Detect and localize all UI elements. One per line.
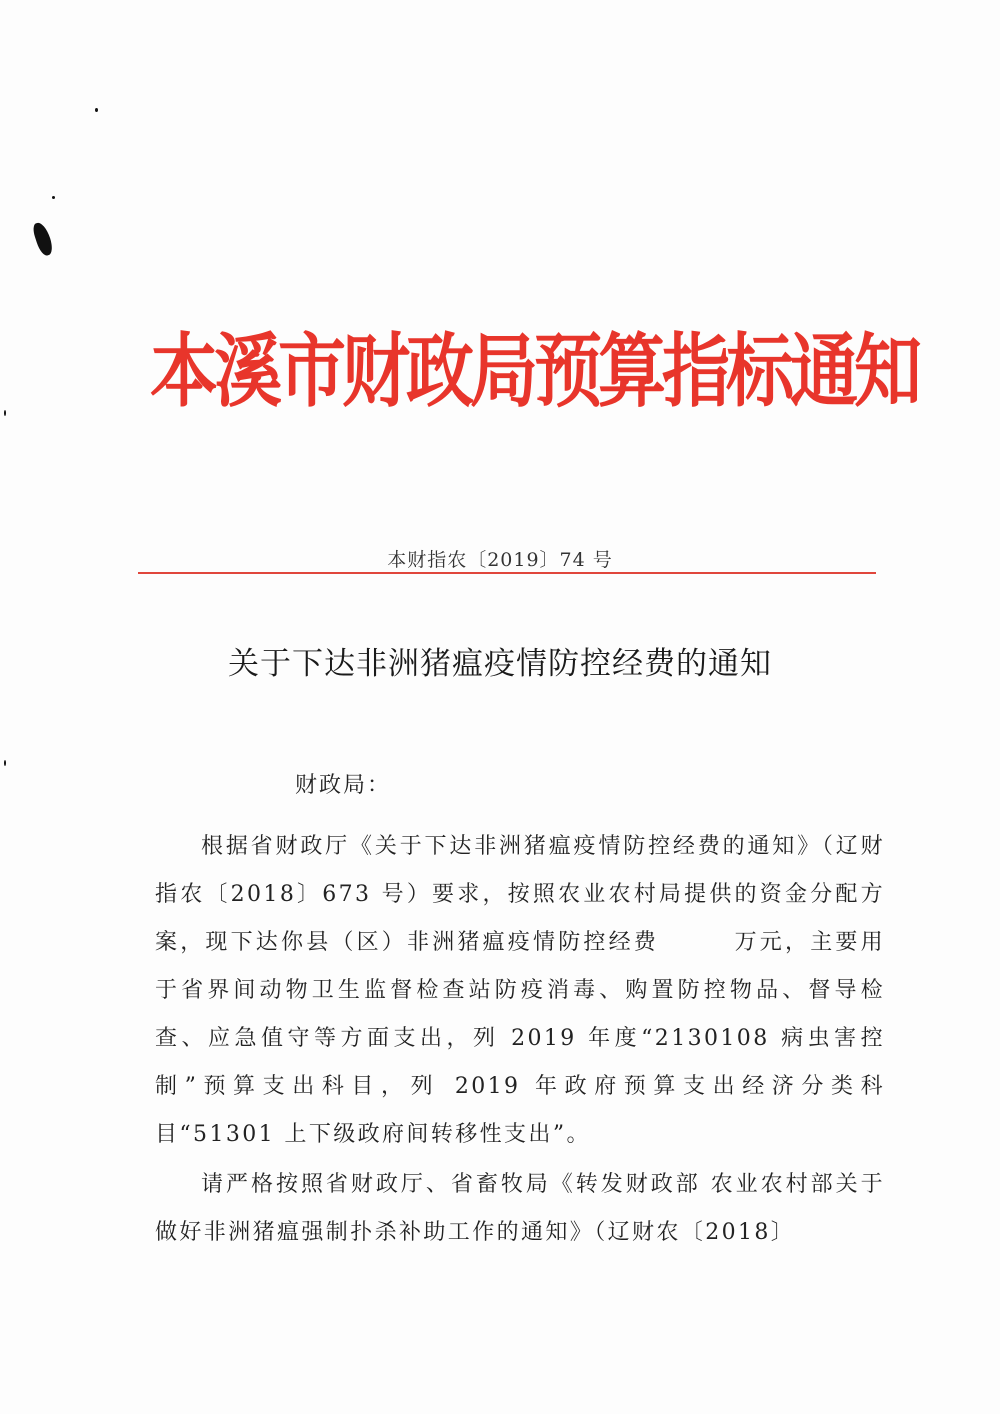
masthead-title: 本溪市财政局预算指标通知 — [150, 325, 919, 420]
paragraph-1: 根据省财政厅《关于下达非洲猪瘟疫情防控经费的通知》（辽财指农〔2018〕673 号）要求，按照农业农村局提供的资金分配方案，现下达你县（区）非洲猪瘟疫情防控经费 万元，主要用于省界间动物卫生监督检查站防疫消毒、购置防控物品、督导检查、应急值守等方面支出，列 2019 年度“2130108 病虫害控制”预算支出科目，列 2019 年政府预算支出经济分类科目“51301 上下级政府间转移性支出”。 — [155, 834, 885, 1147]
notice-title: 关于下达非洲猪瘟疫情防控经费的通知 — [228, 646, 772, 682]
paragraph-2: 请严格按照省财政厅、省畜牧局《转发财政部 农业农村部关于做好非洲猪瘟强制扑杀补助工作的通知》（辽财农〔2018〕 — [155, 1172, 885, 1245]
scan-artifact — [52, 196, 55, 199]
red-divider-line — [138, 572, 876, 574]
document-number: 本财指农〔2019〕74 号 — [387, 549, 613, 571]
scan-artifact — [4, 410, 6, 416]
scan-artifact — [95, 108, 98, 112]
body-text — [155, 823, 885, 1259]
salutation: 财政局： — [295, 773, 392, 798]
scan-artifact — [31, 221, 55, 258]
scan-artifact — [4, 760, 6, 766]
